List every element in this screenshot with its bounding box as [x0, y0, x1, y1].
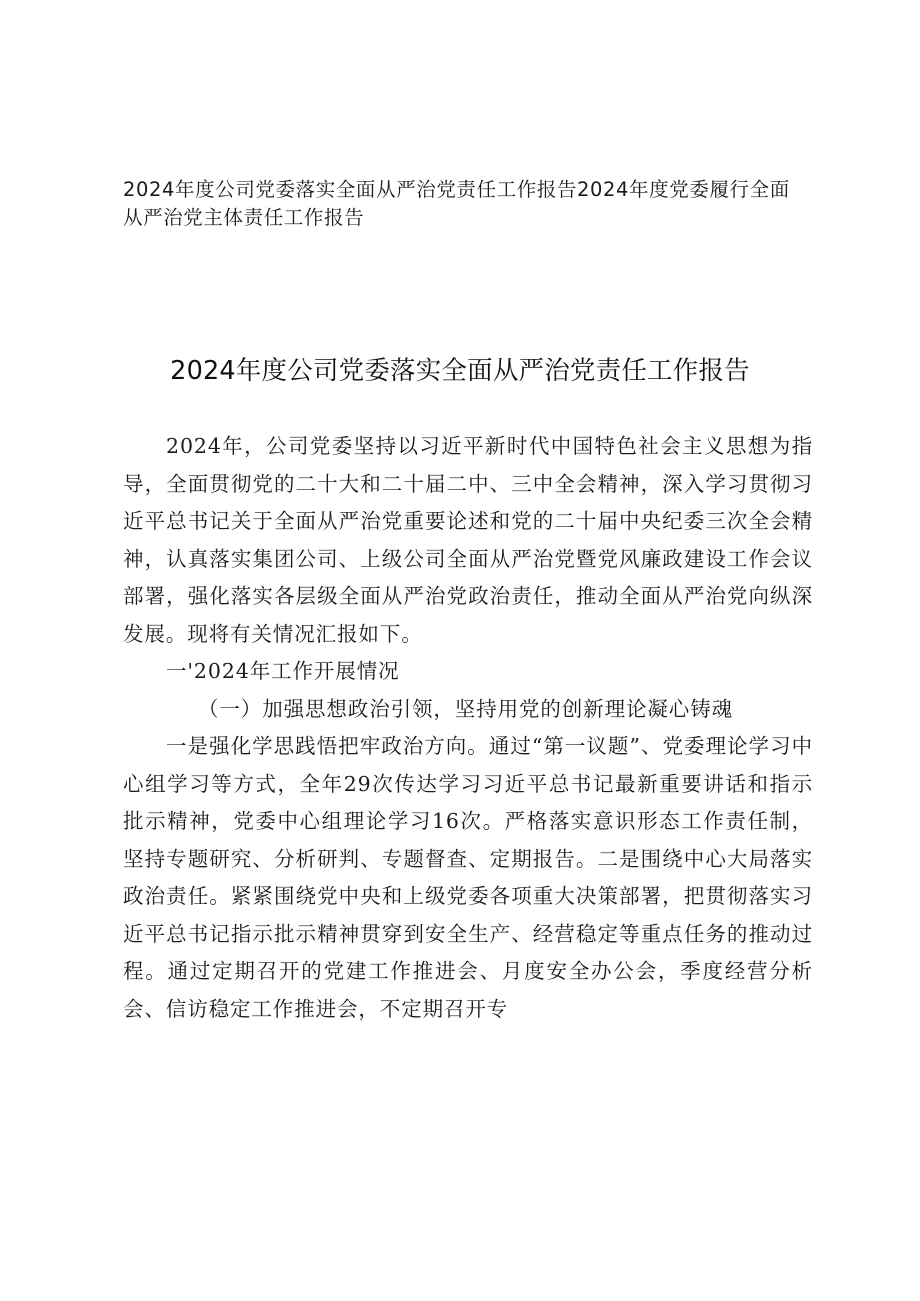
- intro-paragraph: 2024年，公司党委坚持以习近平新时代中国特色社会主义思想为指导，全面贯彻党的二十大和二十届二中、三中全会精神，深入学习贯彻习近平总书记关于全面从严治党重要论述和党的二十届中央纪委三次全会精神，认真落实集团公司、上级公司全面从严治党暨党风廉政建设工作会议部署，强化落实各层级全面从严治党政治责任，推动全面从严治党向纵深发展。现将有关情况汇报如下。: [123, 434, 813, 646]
- body-paragraph: 一是强化学思践悟把牢政治方向。通过“第一议题”、党委理论学习中心组学习等方式，全年29次传达学习习近平总书记最新重要讲话和指示批示精神，党委中心组理论学习16次。严格落实意识形态工作责任制，坚持专题研究、分析研判、专题督查、定期报告。二是围绕中心大局落实政治责任。紧紧围绕党中央和上级党委各项重大决策部署，把贯彻落实习近平总书记指示批示精神贯穿到安全生产、经营稳定等重点任务的推动过程。通过定期召开的党建工作推进会、月度安全办公会，季度经营分析会、信访稳定工作推进会，不定期召开专: [123, 734, 813, 1021]
- report-title: 2024年度公司党委落实全面从严治党责任工作报告: [170, 356, 750, 387]
- section-heading: 一'2024年工作开展情况: [166, 659, 400, 683]
- report-body: [123, 428, 813, 1028]
- document-header-title: 2024年度公司党委落实全面从严治党责任工作报告2024年度党委履行全面从严治党主体责任工作报告: [123, 178, 790, 229]
- subsection-heading: （一）加强思想政治引领，坚持用党的创新理论凝心铸魂: [198, 696, 733, 721]
